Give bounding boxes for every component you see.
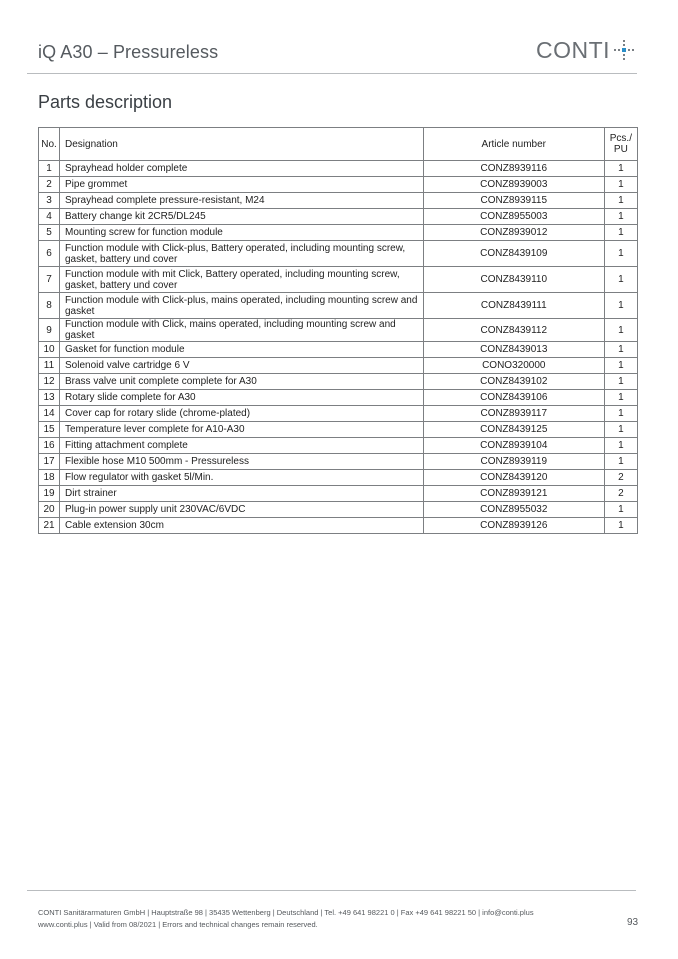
table-row — [39, 319, 638, 342]
parts-table — [38, 127, 638, 534]
cell-pcs: 1 — [604, 161, 637, 177]
cell-article-number: CONZ8939012 — [423, 225, 604, 241]
cell-designation: Rotary slide complete for A30 — [60, 390, 424, 406]
cell-no: 8 — [39, 293, 60, 319]
cell-article-number: CONZ8939115 — [423, 193, 604, 209]
table-row — [39, 502, 638, 518]
cell-designation: Dirt strainer — [60, 486, 424, 502]
cell-pcs: 1 — [604, 267, 637, 293]
cell-no: 21 — [39, 518, 60, 534]
cell-pcs: 1 — [604, 209, 637, 225]
table-row — [39, 161, 638, 177]
table-row — [39, 422, 638, 438]
pcs-header-line2: PU — [613, 144, 628, 155]
cell-article-number: CONZ8939116 — [423, 161, 604, 177]
cell-pcs: 1 — [604, 406, 637, 422]
table-row — [39, 193, 638, 209]
cell-no: 16 — [39, 438, 60, 454]
footer-company-info: CONTI Sanitärarmaturen GmbH | Hauptstraße 98 | 35435 Wettenberg | Deutschland | Tel. +49 641 98221 0 | Fax +49 641 98221 50 | info@conti.plus — [38, 908, 534, 917]
cell-pcs: 1 — [604, 319, 637, 342]
table-row — [39, 486, 638, 502]
cell-no: 5 — [39, 225, 60, 241]
table-row — [39, 454, 638, 470]
table-row — [39, 267, 638, 293]
cell-designation: Sprayhead holder complete — [60, 161, 424, 177]
table-row — [39, 390, 638, 406]
cell-designation: Temperature lever complete for A10-A30 — [60, 422, 424, 438]
cell-pcs: 1 — [604, 225, 637, 241]
cell-no: 10 — [39, 342, 60, 358]
page-number: 93 — [627, 917, 639, 928]
table-row — [39, 209, 638, 225]
cell-pcs: 2 — [604, 486, 637, 502]
cell-pcs: 1 — [604, 502, 637, 518]
table-header-row — [39, 128, 638, 161]
cell-article-number: CONZ8955032 — [423, 502, 604, 518]
table-row — [39, 438, 638, 454]
cell-article-number: CONZ8439120 — [423, 470, 604, 486]
cell-pcs: 1 — [604, 374, 637, 390]
cell-article-number: CONO320000 — [423, 358, 604, 374]
cell-article-number: CONZ8939003 — [423, 177, 604, 193]
cell-designation: Gasket for function module — [60, 342, 424, 358]
cell-designation: Cover cap for rotary slide (chrome-plated) — [60, 406, 424, 422]
cell-article-number: CONZ8439106 — [423, 390, 604, 406]
cell-no: 19 — [39, 486, 60, 502]
table-row — [39, 470, 638, 486]
cell-no: 4 — [39, 209, 60, 225]
cell-no: 6 — [39, 241, 60, 267]
table-row — [39, 293, 638, 319]
document-title: iQ A30 – Pressureless — [38, 42, 219, 62]
table-row — [39, 241, 638, 267]
cell-no: 14 — [39, 406, 60, 422]
cell-no: 9 — [39, 319, 60, 342]
cell-no: 11 — [39, 358, 60, 374]
cell-designation: Flexible hose M10 500mm - Pressureless — [60, 454, 424, 470]
table-row — [39, 518, 638, 534]
cell-pcs: 1 — [604, 293, 637, 319]
cell-pcs: 1 — [604, 193, 637, 209]
cell-no: 18 — [39, 470, 60, 486]
table-row — [39, 406, 638, 422]
cell-no: 3 — [39, 193, 60, 209]
cell-article-number: CONZ8439109 — [423, 241, 604, 267]
table-row — [39, 358, 638, 374]
cell-pcs: 1 — [604, 241, 637, 267]
conti-plus-mark-icon — [613, 39, 635, 61]
cell-article-number: CONZ8939117 — [423, 406, 604, 422]
cell-article-number: CONZ8439111 — [423, 293, 604, 319]
cell-designation: Function module with mit Click, Battery operated, including mounting screw, gasket, battery und cover — [60, 267, 424, 293]
cell-designation: Plug-in power supply unit 230VAC/6VDC — [60, 502, 424, 518]
cell-designation: Pipe grommet — [60, 177, 424, 193]
cell-designation: Solenoid valve cartridge 6 V — [60, 358, 424, 374]
cell-no: 20 — [39, 502, 60, 518]
pcs-header-line1: Pcs./ — [609, 133, 632, 144]
cell-article-number: CONZ8439013 — [423, 342, 604, 358]
cell-pcs: 1 — [604, 390, 637, 406]
cell-designation: Brass valve unit complete complete for A30 — [60, 374, 424, 390]
cell-pcs: 1 — [604, 342, 637, 358]
cell-designation: Fitting attachment complete — [60, 438, 424, 454]
cell-designation: Battery change kit 2CR5/DL245 — [60, 209, 424, 225]
cell-no: 2 — [39, 177, 60, 193]
cell-designation: Function module with Click-plus, Battery operated, including mounting screw, gasket, battery und cover — [60, 241, 424, 267]
cell-no: 1 — [39, 161, 60, 177]
cell-designation: Cable extension 30cm — [60, 518, 424, 534]
cell-article-number: CONZ8439110 — [423, 267, 604, 293]
cell-pcs: 2 — [604, 470, 637, 486]
cell-article-number: CONZ8939121 — [423, 486, 604, 502]
table-row — [39, 374, 638, 390]
cell-pcs: 1 — [604, 177, 637, 193]
cell-no: 12 — [39, 374, 60, 390]
cell-no: 17 — [39, 454, 60, 470]
cell-designation: Function module with Click, mains operated, including mounting screw and gasket — [60, 319, 424, 342]
cell-designation: Sprayhead complete pressure-resistant, M24 — [60, 193, 424, 209]
table-row — [39, 342, 638, 358]
cell-pcs: 1 — [604, 422, 637, 438]
column-header-pcs-pu — [604, 128, 637, 161]
cell-article-number: CONZ8439112 — [423, 319, 604, 342]
cell-article-number: CONZ8439125 — [423, 422, 604, 438]
cell-article-number: CONZ8939126 — [423, 518, 604, 534]
cell-pcs: 1 — [604, 438, 637, 454]
cell-article-number: CONZ8939104 — [423, 438, 604, 454]
cell-no: 15 — [39, 422, 60, 438]
cell-pcs: 1 — [604, 454, 637, 470]
section-title: Parts description — [38, 92, 173, 112]
cell-pcs: 1 — [604, 358, 637, 374]
cell-article-number: CONZ8439102 — [423, 374, 604, 390]
table-row — [39, 225, 638, 241]
column-header-article-number: Article number — [423, 128, 604, 161]
footer-divider — [27, 890, 636, 891]
column-header-designation: Designation — [60, 128, 424, 161]
cell-article-number: CONZ8955003 — [423, 209, 604, 225]
cell-no: 13 — [39, 390, 60, 406]
table-row — [39, 177, 638, 193]
cell-designation: Mounting screw for function module — [60, 225, 424, 241]
column-header-no: No. — [39, 128, 60, 161]
header-divider — [27, 73, 637, 74]
cell-article-number: CONZ8939119 — [423, 454, 604, 470]
cell-designation: Function module with Click-plus, mains operated, including mounting screw and gasket — [60, 293, 424, 319]
cell-pcs: 1 — [604, 518, 637, 534]
cell-no: 7 — [39, 267, 60, 293]
cell-designation: Flow regulator with gasket 5l/Min. — [60, 470, 424, 486]
footer-validity-note: www.conti.plus | Valid from 08/2021 | Errors and technical changes remain reserved. — [38, 920, 318, 929]
brand-logo — [536, 36, 635, 64]
logo-wordmark: CONTI — [536, 36, 611, 63]
